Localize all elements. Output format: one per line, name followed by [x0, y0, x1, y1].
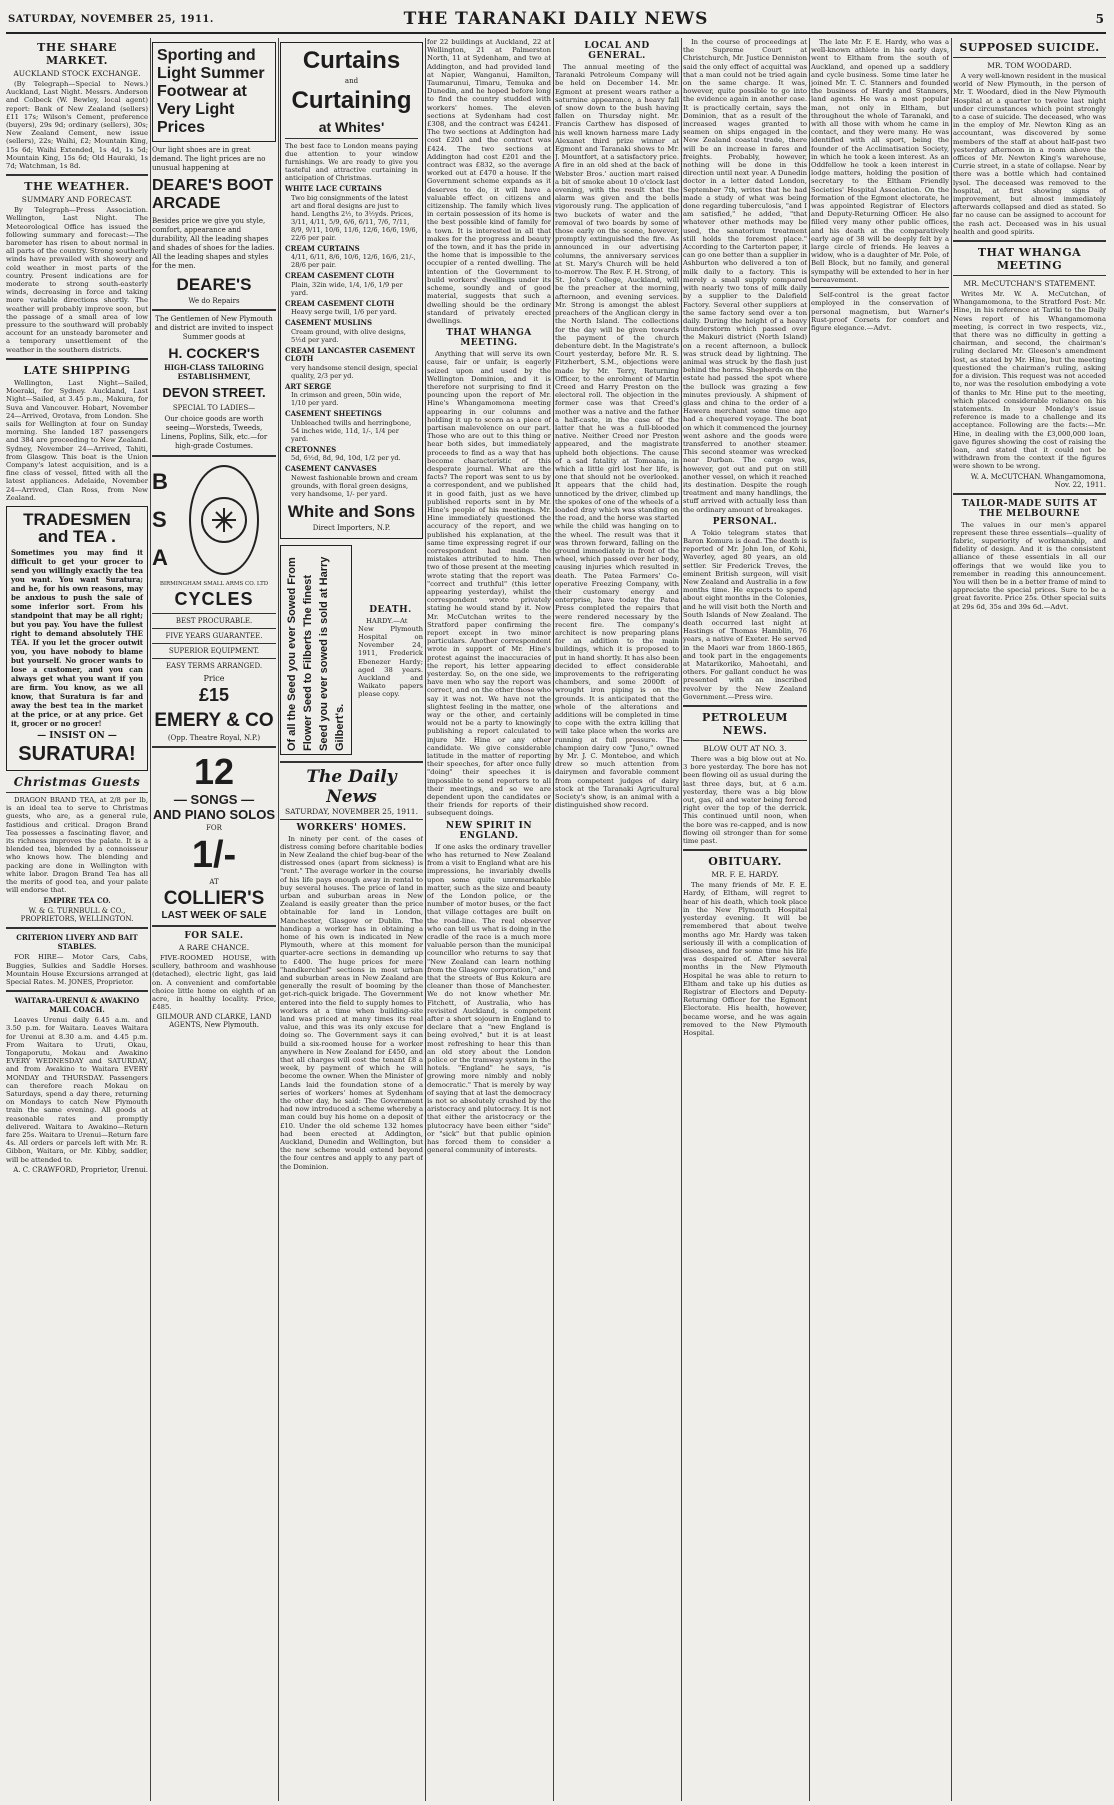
curtain-item-desc: Heavy serge twill, 1/6 per yard.: [291, 308, 397, 316]
curtain-item-name: CREAM CURTAINS: [285, 243, 360, 253]
curtain-item-name: WHITE LACE CURTAINS: [285, 184, 382, 193]
local-general-heading: LOCAL AND GENERAL.: [584, 41, 650, 61]
col6-text: In the course of proceedings at the Supreme Court at Christchurch, Mr. Justice Denniston said the only effect of acquittal was that a man could not be tried again on the same charge. It was, however, quite possible to go into the evidence again in another case. It is practically certain, says the Dominion, that as a result of the increased wages granted to seamen on ships engaged in the New Zealand coastal trade, there will be an increase in fares and freights. Probably, however, nothing will be done in this direction until next year. A Dunedin doctor in a letter dated London, September 7th, writes that he had made a study of what was being done regarding tuberculosis, "and I am satisfied," he added, "that whatever other methods may be used, the sanatorium treatment still holds the foremost place." According to the Carterton paper, it can go one better than a supplier in Ashburton who delivered a ton of milk daily to a factory. This is merely a small supply compared with nearly two tons of milk daily by a supplier to the Dalefield Factory. Several other suppliers at the same factory send over a ton daily. During the height of a heavy thunderstorm which passed over the Makuri district (North Island) on a recent afternoon, a bullock was struck dead by lightning. The animal was struck by the flash just behind the horns. Shepherds on the estate had passed the spot where the bullock was grazing a few minutes previously. A shipment of glass and china to the order of a Hawera merchant some time ago had a chequered voyage. The boat on which it commenced the journey went ashore and the goods were transferred to another steamer. This second steamer was wrecked near Durban. The cargo was, however, got out and put on still another vessel, on which it reached its destination. Despite the rough treatment and many handlings, the stuff arrived with actually less than the ordinary amount of breakages.: [683, 38, 807, 514]
white-sons: White and Sons: [287, 501, 416, 521]
cocker-text: The Gentlemen of New Plymouth and district are invited to inspect Summer goods at: [154, 315, 274, 341]
spirit-heading: NEW SPIRIT IN ENGLAND.: [445, 820, 533, 841]
cocker-name: H. COCKER'S: [168, 345, 260, 361]
deares-name: DEARE'S: [176, 275, 252, 294]
suicide-subheading: MR. TOM WOODARD.: [987, 61, 1072, 70]
ladies-heading: SPECIAL TO LADIES—: [172, 404, 256, 412]
for-sale-heading: FOR SALE.: [184, 931, 244, 941]
sporting-ad: [152, 42, 276, 142]
sporting-text: Our light shoes are in great demand. The light prices are no unusual happening at: [152, 146, 266, 172]
songs: — SONGS —: [173, 792, 255, 807]
workers-continued: for 22 buildings at Auckland, 22 at Wellington, 21 at Palmerston North, 11 at Sydenham, and two at Addington, and had provided land at Napier, Wanganui, Hamilton, Taumarunui, Timaru, Temuka and Dunedin, and he hoped before long to find the country studded with workers' homes. The eleven sections at Sydenham had cost £308, and the contract was £4241. The two sections at Addington had cost £201 and the contract was £424. The two sections at Addington had cost £201 and the contract was £832, so the average worked out at £470 a house. If the Government scheme expands as it deserves to do, it will have a valuable effect on citizens and citizenship. The family which lives in certain possession of its home is the best possible kind of family for a town. It is interested in all that makes for the progress and beauty of the town, and it has the pride in the home that is impossible to the occupier of a rented dwelling. The intention of the Government to build workers' dwellings under its scheme, soundly and of good material, suggests that such a dwelling should be the ordinary standard of privately erected dwellings.: [427, 38, 551, 325]
bsa-badge-icon: [189, 465, 259, 575]
songs-for: FOR: [206, 824, 222, 832]
white-sons-sub: Direct Importers, N.P.: [312, 523, 391, 532]
christmas-heading: Christmas Guests: [13, 774, 141, 789]
suicide-heading: SUPPOSED SUICIDE.: [959, 41, 1100, 54]
curtain-item-desc: 4/11, 6/11, 8/6, 10/6, 12/6, 16/6, 21/-, 28/6 per pair.: [291, 253, 416, 269]
sporting-title: Sporting and Light Summer Footwear at Very Light Prices: [157, 47, 265, 136]
daily-news-date: SATURDAY, NOVEMBER 25, 1911.: [285, 806, 418, 816]
curtain-item-name: CASEMENT MUSLINS: [285, 318, 373, 327]
curtains-and: and: [344, 77, 359, 85]
curtain-item: [285, 272, 418, 297]
curtain-item: [285, 245, 418, 270]
songs-price: 1/-: [191, 834, 237, 876]
column-5: [555, 38, 679, 1801]
share-market-subheading: AUCKLAND STOCK EXCHANGE.: [13, 69, 141, 78]
cycles-guarantee: FIVE YEARS GUARANTEE.: [165, 632, 263, 640]
columns: [6, 38, 1106, 1801]
column-1: [6, 38, 148, 1801]
curtain-item: [285, 319, 418, 344]
tea-brand: SURATURA!: [18, 742, 136, 765]
rare-chance: A RARE CHANCE.: [178, 943, 250, 952]
curtain-item-desc: Cream ground, with olive designs, 5½d per yard.: [291, 327, 406, 344]
bsa-badge-text: BIRMINGHAM SMALL ARMS CO. LTD: [159, 581, 269, 587]
death-heading: DEATH.: [369, 604, 412, 615]
petroleum-subheading: BLOW OUT AT NO. 3.: [703, 744, 787, 754]
cycles: CYCLES: [174, 589, 254, 609]
criterion-text: FOR HIRE— Motor Cars, Cabs, Buggies, Sulkies and Saddle Horses. Mountain House Excursions arranged at Special Rates. M. JONES, Proprietor.: [6, 953, 148, 986]
mail-coach-text: Leaves Urenui daily 6.45 a.m. and 3.50 p.m. for Waitara. Leaves Waitara for Urenui at 8.30 a.m. and 4.45 p.m. From Waitara to Uruti, Okau, Tongaporutu, Mokau and Awakino EVERY WEDNESDAY and SATURDAY, and from Awakino to Waitara EVERY MONDAY and THURSDAY. Passengers can therefore reach Mokau on Saturdays, spend a day there, returning on Mondays to catch New Plymouth train the same evening. All goods at reasonable rates and promptly delivered. Waitara to Awakino—Return fare 25s. Waitara to Urenui—Return fare 4s. All orders or parcels left with Mr. R. Gibbon, Waitara, or Mr. Kibby, saddler, will be attended to.: [6, 1016, 148, 1164]
weather-heading: THE WEATHER.: [24, 180, 130, 194]
songs-at: AT: [209, 878, 219, 886]
deare-title: DEARE'S BOOT ARCADE: [152, 177, 274, 212]
column-7: [811, 38, 949, 1801]
workers-heading: WORKERS' HOMES.: [296, 822, 407, 833]
curtain-item-desc: very handsome stencil design, special quality, 2/3 per yd.: [291, 363, 418, 380]
spirit-text: If one asks the ordinary traveller who has returned to New Zealand from a visit to England what are his impressions, he invariably dwells upon some quite unremarkable matter, such as the size and beauty of the London police, or the number of motor buses, or the fact that village cottages are built on the road-line. The real observer who can tell us what is doing in the cradle of the race is a much more valuable person than the municipal councillor who returns to say that "New Zealand can learn nothing from the Glasgow corporation," and that the streets of Bus Kokura are cleaner than those of Manchester. We do not know whether Mr. Fitchett, of Australia, who has revisited Auckland, is competent after a short sojourn in England to declare that a "new England is being evolved," but it is at least most refreshing to hear this than an old story about the London police or the tramway system in the hotels. "England" he says, "is growing more nimbly and nobly democratic." That is merely by way of saying that at last the democracy is not so absolutely crushed by the aristocracy and plutocracy. It is not that either the aristocracy or the plutocracy have been either "side" or "sick" but that public opinion has forced them to consider a general community of interests.: [427, 842, 551, 1155]
masthead-date: SATURDAY, NOVEMBER 25, 1911.: [8, 14, 214, 25]
curtain-item-name: CASEMENT CANVASES: [285, 464, 377, 473]
curtain-item-name: CASEMENT SHEETINGS: [285, 409, 382, 418]
obituary-text: The many friends of Mr. F. E. Hardy, of Eltham, will regret to hear of his death, which took place in the New Plymouth Hospital yesterday evening. It will be remembered that about twelve months ago Mr. Hardy was taken seriously ill with a complication of diseases, and for some time his life was despaired of. After several months in the New Plymouth Hospital he was able to return to Eltham and take up his duties as Registrar of Electors and Deputy-Returning Officer for the Egmont Electorate. His health, however, became worse, and he was again removed to the New Plymouth Hospital.: [683, 881, 807, 1037]
cycles-terms: EASY TERMS ARRANGED.: [165, 662, 263, 670]
curtain-item-name: CREAM LANCASTER CASEMENT CLOTH: [285, 345, 416, 363]
curtain-item-name: CREAM CASEMENT CLOTH: [285, 298, 395, 308]
cocker-sub: HIGH-CLASS TAILORING ESTABLISHMENT,: [164, 363, 264, 381]
cycles-equipment: SUPERIOR EQUIPMENT.: [168, 647, 260, 655]
piano-solos: AND PIANO SOLOS: [152, 807, 276, 822]
mail-coach-heading: WAITARA-URENUI & AWAKINO MAIL COACH.: [14, 996, 140, 1015]
emery-name: EMERY & CO: [154, 710, 274, 731]
curtain-items: [285, 185, 418, 498]
deare-text: Besides price we give you style, comfort, appearance and durability, All the leading shapes and shades of shoes for the ladies. All the leading shapes and styles for the men.: [152, 217, 275, 270]
masthead: [6, 6, 1106, 34]
seed-ad-text: Of all the Seed you ever Sowed From Flower Seed to Filberts The finest Seed you ever sowed is sold at Harry Gilbert's.: [280, 545, 352, 755]
colliers-name: COLLIER'S: [163, 888, 265, 909]
whanga-sign: W. A. McCUTCHAN. Whangamomona, Nov. 22, 1911.: [970, 472, 1106, 489]
price-value: £15: [198, 685, 230, 705]
ladies-text: Our choice goods are worth seeing—Worsteds, Tweeds, Linens, Poplins, Silk, etc.—for high-grade Costumes.: [160, 415, 268, 450]
bsa-letters: B S A: [152, 469, 168, 570]
whites-title: at Whites': [318, 119, 385, 135]
weather-text: By Telegraph—Press Association. Wellington, Last Night. The Meteorological Office has issued the following summary and forecast:—The barometer has risen to about normal in all parts of the country. Strong southerly winds have prevailed with showery and cold weather in most parts of the country. Present indications are for moderate to strong south-easterly winds, decreasing in force and taking more variable directions shortly. The weather will probably improve soon, but the passage of a small area of low pressure to the southward will probably account for an unsteady barometer and a temporary unsettlement of the weather in the southern districts.: [6, 206, 148, 354]
column-4: [427, 38, 551, 1801]
whanga-meeting-subheading: MR. McCUTCHAN'S STATEMENT.: [963, 279, 1096, 289]
curtain-item: [285, 383, 418, 408]
masthead-title: THE TARANAKI DAILY NEWS: [403, 9, 709, 29]
tea-ad-text: Sometimes you may find it difficult to get your grocer to send you willingly exactly the tea you want. You want Suratura; and he, for his own reasons, may be anxious to push the sale of some inferior sort. From his standpoint that may be all right; but you pay. You have the fullest right to demand absolutely THE TEA. If you let the grocer outwit you, you have nobody to blame but yourself. No grocer wants to lose a customer, and you can always get what you want if you are firm. You know, as we all know, that Suratura is far and away the best tea in the market at the price, or at any price. Get it, grocer or no grocer!: [11, 547, 143, 728]
petroleum-heading: PETROLEUM NEWS.: [702, 711, 788, 738]
obituary-heading: OBITUARY.: [708, 855, 782, 869]
curtain-item-desc: Newest fashionable brown and cream grounds, with floral green designs, very handsome, 1/- per yard.: [291, 473, 418, 498]
curtain-item: [285, 185, 418, 242]
obituary-subheading: MR. F. E. HARDY.: [711, 870, 779, 880]
deares-sub: We do Repairs: [188, 297, 240, 305]
column-2: [152, 38, 276, 1801]
whanga-meeting-text: Writes Mr. W. A. McCutchan, of Whangamomona, to the Stratford Post: Mr. Hine, in his reference at Tariki to the Daily News report of his Whangamomona meeting, is correct in two respects, viz., that there was no difficulty in getting a chairman, and second, the chairman's ruling declared Mr. Gleeson's amendment lost, as stated by Mr. Hine, but the meeting questioned the chairman's ruling, asking for a division. This request was not acceded to, nor was the resolution embodying a vote of thanks to Mr. Hine put to the meeting, which placed considerable reliance on his statements. In your Monday's issue reference is made to a challenge and its acceptance. Following are the facts:—Mr. Hine, in dealing with the £3,000,000 loan, gave figures showing the cost of raising the loan, and stated that it could not be withdrawn from the context if the figures were shown to be wrong.: [953, 290, 1106, 471]
curtain-item-name: CRETONNES: [285, 444, 337, 454]
petroleum-text: There was a big blow out at No. 3 bore yesterday. The bore has not been flowing oil as usual during the last three days, but, at 6 a.m. yesterday, there was a big blow out, gas, oil and water being forced right over the top of the derrick. This continued until noon, when the bore was re-capped, and is now flowing oil stronger than for some time past.: [683, 755, 807, 846]
curtaining-title: Curtaining: [291, 87, 412, 114]
weather-subheading: SUMMARY AND FORECAST.: [21, 195, 133, 205]
shipping-heading: LATE SHIPPING: [23, 363, 131, 377]
shipping-text: Wellington, Last Night—Sailed, Moeraki, for Sydney. Auckland, Last Night—Sailed, at 3.45 p.m., Makura, for Suva and Vancouver. Hobart, November 24—Arrived, Orotava, from London. She sails for Wellington at four on Sunday morning. She landed 187 passengers and 384 are proceeding to New Zealand. Sydney, November 24—Arrived, Tahiti, from Glasgow. This boat is the Union Company's latest acquisition, and is a fine class of vessel, fitted with all the latest appliances. Adelaide, November 24—Arrived, Clan Ross, from New Zealand.: [6, 378, 148, 502]
mail-coach-sign: A. C. CRAWFORD, Proprietor, Urenui.: [13, 1165, 148, 1174]
personal-text: A Tokio telegram states that Baron Komura is dead. The death is reported of Mr. John Ion, of Kohi, Waverley, aged 80 years, an old settler. Sir Frederick Treves, the eminent British surgeon, will visit New Zealand and Australia in a few months time. He expects to spend about eight months in the Colonies, and he will visit both the North and South Islands of New Zealand. The death occurred last night at Hastings of Thomas Hamblin, 76 years, a native of Exeter. He served in the Maori war from 1860-1865, and took part in the engagements at Matarikoriko, Mahoetahi, and others. For gallant conduct he was presented with an inscribed revolver by the New Zealand Government.—Press wire.: [683, 528, 807, 701]
curtain-item: [285, 465, 418, 498]
curtain-item-desc: Unbleached twills and herringbone, 54 inches wide, 11d, 1/-, 1/4 per yard.: [291, 418, 412, 443]
personal-heading: PERSONAL.: [712, 516, 778, 527]
tea-ad-title: TRADESMEN and TEA .: [23, 509, 131, 546]
col7-text: The late Mr. F. E. Hardy, who was a well-known athlete in his early days, went to Eltham from the south of Auckland, and opened up a saddlery and cycle business. Some time later he joined Mr. T. C. Stanners and founded the business of Hardy and Stanners, land agents. He was a most popular man, not only in Eltham, but throughout the whole of Taranaki, and with all those with whom he came in contact, and they were many. He was identified with all sport, being the founder of the Acclimatisation Society, in which he took a keen interest. As an Oddfellow he took a keen interest in lodge matters, holding the position of secretary to the Eltham Friendly Societies' Hospital Association. On the formation of the Egmont electorate, he was appointed Registrar of Electors and Deputy-Returning Officer. He also filled very many other public offices, and his death at the comparatively early age of 38 will be deeply felt by a large circle of friends. He leaves a widow, who is a daughter of Mr. Pole, of Bell Block, but no family, and general sympathy will be extended to her in her bereavement.: [811, 38, 949, 284]
whanga-meeting-heading: THAT WHANGA MEETING: [977, 246, 1082, 273]
curtain-item-desc: Two big consignments of the latest art and floral designs are just to hand. Lengths 2½, to 3½yds. Prices, 3/11, 4/11, 5/9, 6/6, 6/11, 7/6, 7/11, 8/9, 9/11, 10/6, 11/6, 12/6, 16/6, 19/6, 22/6 per pair.: [291, 193, 418, 242]
column-8: [953, 38, 1106, 1801]
page-number: 5: [1095, 12, 1104, 26]
curtains-ad: [280, 42, 423, 539]
whanga-text: Anything that will serve its own cause, fair or unfair, is eagerly seized upon and used by the Wellington Dominion, and it is therefore not surprising to find it pouncing upon the report of Mr. Hine's Whangamomona meeting appearing in our columns and holding it up to scorn as a piece of partisan malevolence on our part. Those who are out to this thing or hear both sides, but immediately proceeds to find as a way that has become characteristic of this desperate journal. What are the facts? The report was sent to us by a correspondent, and we published it in good faith, just as we have published reports sent in by Mr. Hine's people of his meetings. Mr. Hine immediately questioned the accuracy of the report, and we published his explanation, at the same time expressing regret if our correspondent had made the mistakes attributed to him. Then two of those present at the meeting wrote stating that the report was "correct and truthful" (this letter appearing yesterday), whilst the correspondent wrote privately stating he would stand by it. Now Mr. McCutchan writes to the Stratford paper confirming the report except in two minor particulars. Another correspondent wrote in support of Mr. Hine's protest against the inaccuracies of the report, his letter appearing yesterday. So, on the one side, we have men who say the report was correct, and on the other those who say it was not. We have not the slightest feeling in the matter, one way or the other, and certainly would not be a party to knowingly publishing a report calculated to injure Mr. Hine or any other candidate. We give considerable latitude in the matter of reporting their speeches, for after once fully "doing" their speeches it is impossible to send reporters to all their meetings, and so we are dependent upon the candidates or their friends for reports of their subsequent doings.: [427, 350, 551, 818]
tea-insist: — INSIST ON —: [37, 730, 117, 741]
colliers-sub: LAST WEEK OF SALE: [161, 910, 267, 921]
curtains-title: Curtains: [302, 47, 401, 74]
seed-ad: [280, 545, 423, 755]
curtain-item-name: CREAM CASEMENT CLOTH: [285, 271, 395, 280]
curtain-item-name: ART SERGE: [285, 381, 332, 391]
criterion-heading: CRITERION LIVERY AND BAIT STABLES.: [16, 933, 138, 952]
col7-advt: Self-control is the great factor employed in the conservation of personal magnetism, but Warner's Rust-proof Corsets for comfort and figure elegance.—Advt.: [811, 291, 949, 332]
curtain-item-desc: 5d, 6½d, 8d, 9d, 10d, 1/2 per yd.: [291, 454, 401, 462]
tailor-heading: TAILOR-MADE SUITS AT THE MELBOURNE: [961, 498, 1098, 519]
suicide-text: A very well-known resident in the musical world of New Plymouth, in the person of Mr. T. Woodard, died in the New Plymouth Hospital at a quarter to twelve last night under circumstances which point strongly to a case of suicide. The deceased, who was in the employ of Mr. Newton King as an accountant, was discovered by some members of the staff at about half-past two yesterday afternoon in a room above the offices of Mr. Newton King's warehouse, Currie street, in a state of collapse. Near by there was a bottle which had contained lysol. The deceased was removed to the hospital, at first showing signs of improvement, but almost immediately afterwards collapsed and died as stated. So far no cause can be assigned to account for the rash act. Deceased was in his usual health and good spirits.: [953, 72, 1106, 236]
curtain-item: [285, 300, 418, 317]
empire-tea-sub: W. & G. TURNBULL & CO., PROPRIETORS, WELLINGTON.: [20, 907, 134, 924]
curtain-item-desc: In crimson and green, 50in wide, 1/10 per yard.: [291, 391, 402, 407]
share-market-heading: THE SHARE MARKET.: [37, 41, 117, 67]
suratura-ad: [6, 506, 148, 771]
whanga-heading: THAT WHANGA MEETING.: [446, 328, 532, 349]
death-text: HARDY.—At New Plymouth Hospital on November 24, 1911, Frederick Ebenezer Hardy; aged 38 years. Auckland and Waikato papers please copy.: [358, 616, 423, 699]
daily-news-masthead: The Daily News: [306, 766, 397, 807]
curtain-item: [285, 347, 418, 380]
curtain-item-desc: Plain, 32in wide, 1/4, 1/6, 1/9 per yard.: [291, 280, 403, 297]
curtains-intro: The best face to London means paying due attention to your window furnishings. We are ready to give you tasteful and attractive curtaining in anticipation of Christmas.: [285, 142, 418, 182]
curtain-item: [285, 446, 418, 463]
songs-number: 12: [193, 751, 235, 792]
gilmour: GILMOUR AND CLARKE, LAND AGENTS, New Plymouth.: [156, 1013, 272, 1030]
tailor-text: The values in our men's apparel represent these three essentials—quality of fabric, superiority of workmanship, and fidelity of design. And it is the consistent alliance of these essentials in all our offerings that we would like you to remember in reading this announcement. You will then be in a better frame of mind to appreciate the special prices. Sure to be a great favorite. Price 25s. Other special suits at 29s 6d, 35s and 39s 6d.—Advt.: [953, 520, 1106, 611]
devon-street: DEVON STREET.: [162, 385, 266, 400]
dragon-tea-text: DRAGON BRAND TEA, at 2/8 per lb, is an ideal tea to serve to Christmas guests, who are, as a general rule, fastidious and critical. Dragon Brand Tea possesses a fascinating flavor, and its richness improves the palate. It is a blended tea, blended by a connoisseur who knows how. The blending and packing are done in Wellington with white labor. Dragon Brand Tea has all the merits of good tea, and your palate will endorse that.: [6, 795, 148, 895]
column-6: [683, 38, 807, 1801]
column-3: [280, 38, 423, 1801]
local-general-text: The annual meeting of the Taranaki Petroleum Company will be held on December 14. Mr. Egmont at present wears rather a saturnine appearance, a heavy fall of snow down to the bush having fallen on Thursday night. Mr. Francis Carthew has disposed of his well known harness mare Lady Alexanet third prize winner at Egmont and Taranaki shows to Mr. J. Mountfort, at a satisfactory price. A fire in an old shed at the back of Webster Bros.' auction mart raised a bit of smoke about 10 o'clock last evening, with the result that the alarm was given and the bells vigorously rung. The application of two buckets of water and the removal of two boards by some of those early on the scene, however, promptly extinguished the fire. As announced in our advertising columns, the anniversary services at St. Mary's Church will be held to-morrow. The Rev. F. H. Strong, of St. John's College, Auckland, will be the preacher at the morning, afternoon, and evening services. Mr. Strong is amongst the ablest preachers of the Anglican clergy in the North Island. The collections for the day will be given towards the payment of the church debenture debt. In the Magistrate's Court yesterday, before Mr. R. S. Fitzherbert, S.M., objections were made by Mr. Terry, Returning Officer, to the enrolment of Martin Creed and Harry Preston on the electoral roll. The objection in the former case was that Creed's mother was a native and the father a half-caste, in the case of the latter that he was a full-blooded native. Neither Creed nor Preston appeared, and the magistrate upheld both objections. The cause of a sad fatality at Tomoana, in which a little girl lost her life, is one that should not be overlooked. It appears that the child had, unnoticed by the driver, climbed up the spokes of one of the wheels of a loaded dray which was standing on the road, and the horse was started while the child was hanging on to the wheel. The result was that it was thrown forward, falling on the ground immediately in front of the wheel, which passed over her body, causing injuries which resulted in death. The Patea Farmers' Co-operative Freezing Company, with their customary energy and enterprise, have today the Patea Press completed the repairs that were rendered necessary by the recent fire. The company's architect is now preparing plans for an addition to the main buildings, which it is proposed to put in hand shortly. It has also been decided to effect considerable improvements to the refrigerating chambers, and some 2000ft of wrought iron piping is on the grounds. It is anticipated that the whole of the alterations and additions will be completed in time to cope with the extra killing that will take place when the works are running at full pressure. The champion dairy cow "Juno," owned by Mr. J. C. Monteboe, and which drew so much attention from dairymen and favorable comment from competent judges of dairy stock at the Taranaki Agricultural Society's show, is an animal with a distinguished show record.: [555, 63, 679, 810]
emery-sub: (Opp. Theatre Royal, N.P.): [167, 734, 261, 742]
share-market-text: (By Telegraph—Special to News.) Auckland, Last Night. Messrs. Anderson and Colbeck (W. Bewley, local agent) report: Bank of New Zealand (sellers) £11 17s; Wilson's Cement, preference (buyers), 29s 9d; ordinary (sellers), 30s; New Zealand Cement, new issue (sellers), 22s; Waihi, £2; Mountain King, 15s 6d; Waihi Extended, 1s 4d, 1s 5d; Mountain King, 15s 6d; Old Hauraki, 1s 7d; Watchman, 1s 8d.: [6, 80, 148, 171]
sale-text: FIVE-ROOMED HOUSE, with scullery, bathroom and washhouse (detached), electric light, gas laid on. A convenient and comfortable choice little home on eighth of an acre, in healthy locality. Price, £485.: [152, 954, 276, 1012]
bsa-ad: [152, 461, 276, 579]
price-label: Price: [203, 674, 225, 683]
curtain-item: [285, 410, 418, 443]
empire-tea: EMPIRE TEA CO.: [43, 896, 111, 906]
workers-text: In ninety per cent. of the cases of distress coming before charitable bodies in New Zealand the chief bug-bear of the distressed ones (apart from sickness) is "rent." The average worker in the course of his life pays enough away in rental to buy several houses. The price of land in urban and suburban areas in New Zealand is easily greater than the price obtainable for land in London, Manchester, Glasgow or Dublin. The handicap a worker has in obtaining a home of his own is indicated in New Plymouth, where at this moment for quarter-acre sections in demanding up to £400. The huge prices for mere "handkerchief" sections in most urban and suburban areas in New Zealand are generally the result of booming by the get-rich-quick brigade. The Government entered into the field to supply homes to workers at a time when building-site land was priced at many times its real value, and this was its only excuse for doing so. The Government says it can build a six-roomed house for a worker anywhere in New Zealand for £450, and that all charges will cost the tenant £8 a week, by payment of which he will become the owner. When the Minister of Lands laid the foundation stone of a series of workers' homes at Sydenham the other day, he said: The Government had now introduced a scheme whereby a man could buy his home on a deposit of £10. Under the old scheme 132 homes had been erected at Addington, Auckland, Dunedin and Wellington, but the new scheme would extend beyond the four centres and apply to any part of the Dominion.: [280, 834, 423, 1171]
cycles-best: BEST PROCURABLE.: [175, 617, 253, 625]
